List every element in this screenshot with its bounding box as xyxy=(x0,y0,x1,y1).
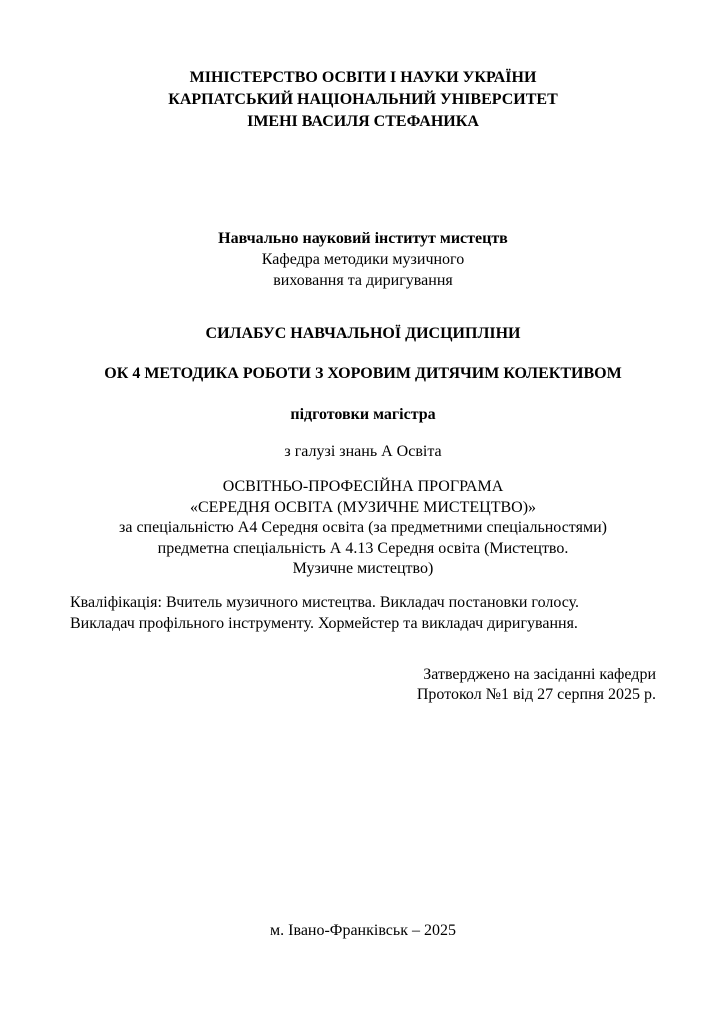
program-line-1: ОСВІТНЬО-ПРОФЕСІЙНА ПРОГРАМА xyxy=(222,478,504,495)
program-line-3: за спеціальністю А4 Середня освіта (за предметними спеціальностями) xyxy=(119,519,607,536)
ministry-header xyxy=(70,67,656,133)
course-title: ОК 4 МЕТОДИКА РОБОТИ З ХОРОВИМ ДИТЯЧИМ КОЛЕКТИВОМ xyxy=(104,365,622,382)
city-year-line: м. Івано-Франківськ – 2025 xyxy=(270,921,456,939)
program-line-5: Музичне мистецтво) xyxy=(292,560,434,577)
institute-title: Навчально науковий інститут мистецтв xyxy=(218,230,508,247)
field-of-knowledge-line: з галузі знань А Освіта xyxy=(284,443,442,460)
program-line-2: «СЕРЕДНЯ ОСВІТА (МУЗИЧНЕ МИСТЕЦТВО)» xyxy=(189,498,537,516)
program-line-4: предметна спеціальність А 4.13 Середня освіта (Мистецтво. xyxy=(157,539,569,557)
approval-block xyxy=(70,665,656,705)
qualification-line-2: Викладач профільного інструменту. Хормейстер та викладач диригування. xyxy=(70,614,578,632)
department-line-2: виховання та диригування xyxy=(273,272,453,289)
program-block xyxy=(70,477,656,580)
ministry-line-1: МІНІСТЕРСТВО ОСВІТИ І НАУКИ УКРАЇНИ xyxy=(189,69,537,86)
approval-line-2: Протокол №1 від 27 серпня 2025 р. xyxy=(416,685,656,703)
qualification-block xyxy=(70,592,656,634)
qualification-line-1: Кваліфікація: Вчитель музичного мистецтва. Викладач постановки голосу. xyxy=(70,593,580,611)
approval-line-1: Затверджено на засіданні кафедри xyxy=(423,665,656,683)
department-line-1: Кафедра методики музичного xyxy=(261,251,465,268)
ministry-line-2: КАРПАТСЬКИЙ НАЦІОНАЛЬНИЙ УНІВЕРСИТЕТ xyxy=(168,91,558,108)
syllabus-title: СИЛАБУС НАВЧАЛЬНОЇ ДИСЦИПЛІНИ xyxy=(205,325,521,342)
degree-line: підготовки магістра xyxy=(290,406,436,423)
ministry-line-3: ІМЕНІ ВАСИЛЯ СТЕФАНИКА xyxy=(247,113,479,130)
institute-block xyxy=(70,228,656,291)
